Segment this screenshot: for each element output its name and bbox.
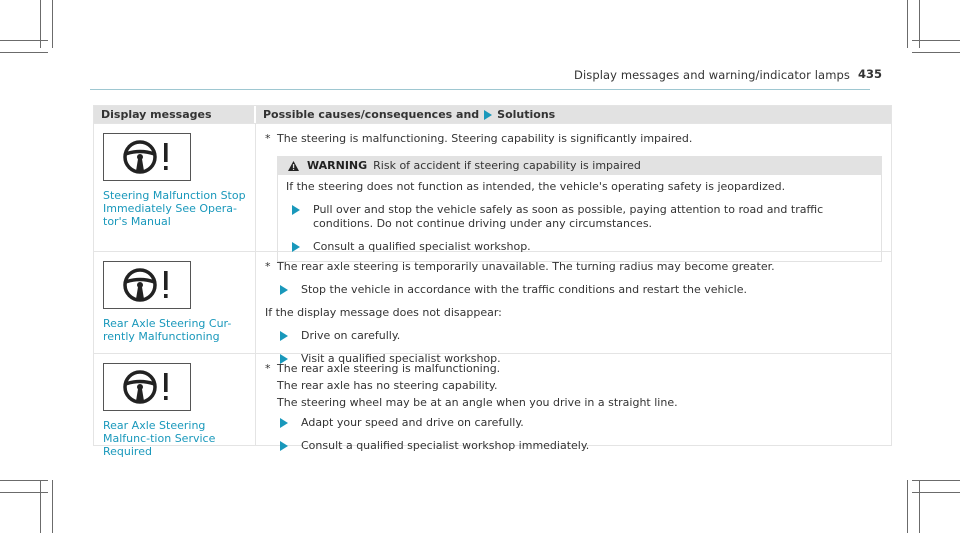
crop-mark bbox=[912, 492, 960, 493]
crop-mark bbox=[0, 492, 48, 493]
table-row bbox=[94, 251, 891, 365]
warning-text: Risk of accident if steering capability is impaired bbox=[373, 159, 641, 172]
display-messages-table bbox=[93, 105, 892, 458]
causes-solutions-cell bbox=[256, 354, 891, 452]
warning-triangle-icon bbox=[288, 161, 299, 171]
header-divider bbox=[90, 89, 870, 90]
footnote-marker: * bbox=[265, 132, 271, 145]
message-cell bbox=[94, 124, 256, 251]
message-cell bbox=[94, 252, 256, 353]
solution-step bbox=[265, 416, 882, 430]
step-text: Visit a qualified specialist workshop. bbox=[301, 352, 501, 365]
solution-step bbox=[265, 439, 882, 453]
solution-step bbox=[286, 203, 873, 231]
footnote-marker: * bbox=[265, 362, 271, 375]
page-number: 435 bbox=[858, 67, 883, 81]
crop-mark bbox=[912, 52, 960, 53]
crop-mark bbox=[907, 0, 908, 48]
warning-box bbox=[277, 156, 882, 262]
crop-mark bbox=[907, 480, 908, 533]
arrow-right-icon bbox=[280, 285, 288, 295]
table-header bbox=[94, 106, 891, 123]
crop-mark bbox=[912, 480, 960, 481]
message-label: Rear Axle Steering Cur-rently Malfunctioning bbox=[103, 317, 232, 343]
arrow-right-icon bbox=[484, 110, 492, 120]
crop-mark bbox=[0, 52, 48, 53]
table-row bbox=[94, 353, 891, 458]
step-text: Consult a qualified specialist workshop. bbox=[313, 240, 531, 253]
solution-step bbox=[265, 283, 882, 297]
column-header-prefix: Possible causes/consequences and bbox=[263, 108, 480, 121]
step-text: Stop the vehicle in accordance with the traffic conditions and restart the vehicle. bbox=[301, 283, 747, 296]
cause-paragraph bbox=[265, 132, 882, 146]
crop-mark bbox=[0, 40, 48, 41]
warning-title: WARNING bbox=[307, 159, 368, 172]
causes-solutions-cell bbox=[256, 252, 891, 365]
step-text: Adapt your speed and drive on carefully. bbox=[301, 416, 524, 429]
crop-mark bbox=[52, 0, 53, 48]
cause-text: The rear axle steering is malfunctioning. bbox=[277, 362, 501, 375]
footnote-marker: * bbox=[265, 260, 271, 273]
crop-mark bbox=[919, 480, 920, 533]
steering-wheel-warning-icon bbox=[103, 363, 191, 411]
crop-mark bbox=[0, 480, 48, 481]
steering-wheel-warning-icon bbox=[103, 133, 191, 181]
column-header-suffix: Solutions bbox=[497, 108, 556, 121]
message-cell bbox=[94, 354, 256, 458]
table-row bbox=[94, 123, 891, 251]
crop-mark bbox=[912, 40, 960, 41]
arrow-right-icon bbox=[292, 242, 300, 252]
warning-header bbox=[278, 157, 881, 175]
crop-mark bbox=[40, 480, 41, 533]
cause-paragraph bbox=[265, 362, 882, 376]
arrow-right-icon bbox=[280, 441, 288, 451]
message-label: Rear Axle Steering Malfunc-tion Service Required bbox=[103, 419, 216, 458]
cause-text: The rear axle has no steering capability. bbox=[277, 379, 498, 392]
solution-step bbox=[265, 329, 882, 343]
warning-body bbox=[278, 175, 881, 261]
arrow-right-icon bbox=[280, 418, 288, 428]
column-header-causes-solutions bbox=[256, 106, 891, 123]
arrow-right-icon bbox=[280, 331, 288, 341]
message-label: Steering Malfunction Stop Immediately See Opera-tor's Manual bbox=[103, 189, 246, 228]
crop-mark bbox=[52, 480, 53, 533]
section-title: Display messages and warning/indicator lamps bbox=[573, 68, 850, 82]
cause-text: The steering is malfunctioning. Steering capability is significantly impaired. bbox=[277, 132, 693, 145]
arrow-right-icon bbox=[292, 205, 300, 215]
cause-paragraph bbox=[265, 260, 882, 274]
cause-text: The steering wheel may be at an angle when you drive in a straight line. bbox=[277, 396, 678, 409]
cause-text: The rear axle steering is temporarily unavailable. The turning radius may become greater. bbox=[277, 260, 775, 273]
step-text: Consult a qualified specialist workshop immediately. bbox=[301, 439, 590, 452]
steering-wheel-warning-icon bbox=[103, 261, 191, 309]
warning-body-text: If the steering does not function as intended, the vehicle's operating safety is jeopardized. bbox=[286, 180, 786, 193]
step-text: Pull over and stop the vehicle safely as soon as possible, paying attention to road and traffic conditions. Do not continue driving under any circumstances. bbox=[313, 203, 824, 230]
causes-solutions-cell bbox=[256, 124, 891, 251]
note-text: If the display message does not disappear: bbox=[265, 306, 502, 319]
column-header-display-messages: Display messages bbox=[94, 106, 256, 123]
step-text: Drive on carefully. bbox=[301, 329, 401, 342]
